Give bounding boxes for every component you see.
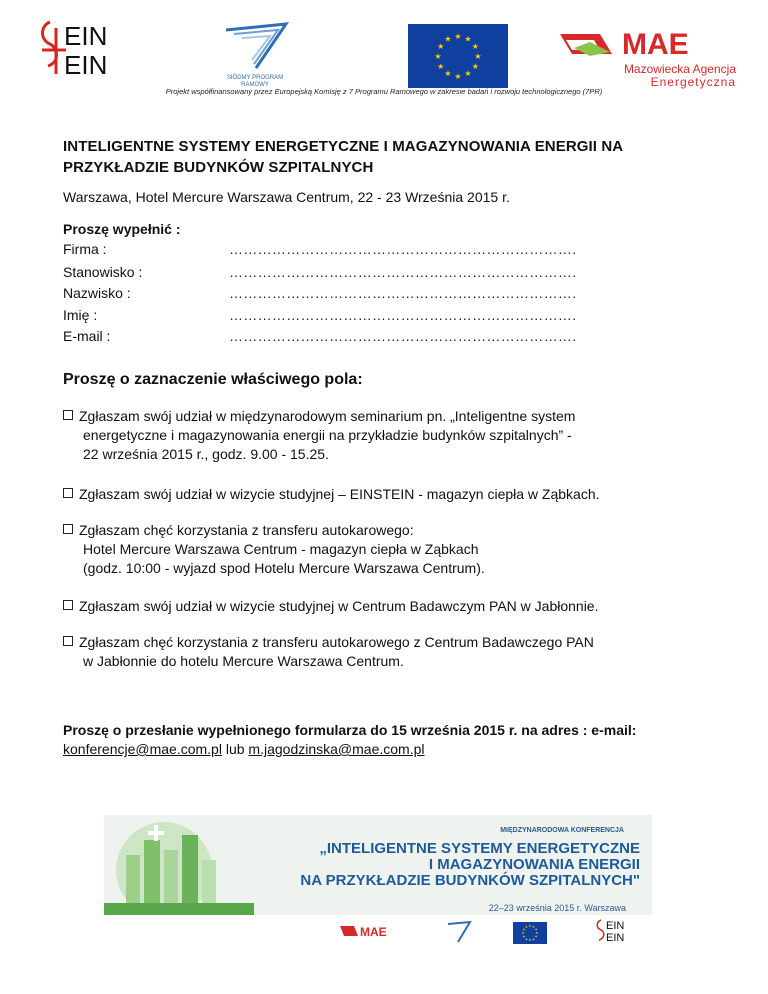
svg-text:EIN: EIN xyxy=(606,920,625,932)
eu-star-icon: ★ xyxy=(471,41,479,51)
eu-star-icon: ★ xyxy=(437,41,445,51)
eu-star-icon: ★ xyxy=(531,925,536,930)
mini-eu-flag xyxy=(513,922,547,944)
banner-kicker: MIĘDZYNARODOWA KONFERENCJA xyxy=(500,827,624,834)
eu-star-icon: ★ xyxy=(535,931,539,936)
email-link-jagodzinska[interactable]: m.jagodzinska@mae.com.pl xyxy=(248,741,425,757)
eu-star-icon: ★ xyxy=(464,69,472,79)
field-input-firma[interactable]: ………………………………………………………………. xyxy=(229,241,577,257)
option-seminar xyxy=(63,407,723,464)
option-text-line: w Jabłonnie do hotelu Mercure Warszawa Centrum. xyxy=(83,653,404,669)
checkbox[interactable] xyxy=(63,636,73,646)
title-line-2: PRZYKŁADZIE BUDYNKÓW SZPITALNYCH xyxy=(63,159,374,176)
svg-text:EIN: EIN xyxy=(606,932,625,944)
eu-star-icon: ★ xyxy=(524,925,529,930)
contact-emails xyxy=(63,741,424,757)
option-text-line: Zgłaszam chęć korzystania z transferu autokarowego: xyxy=(79,522,414,538)
checkbox[interactable] xyxy=(63,488,73,498)
option-text-line: Zgłaszam swój udział w wizycie studyjnej – EINSTEIN - magazyn ciepła w Ząbkach. xyxy=(79,486,600,502)
banner-title-line: „INTELIGENTNE SYSTEMY ENERGETYCZNE xyxy=(319,840,640,857)
mae-logo xyxy=(560,28,736,88)
option-pan-visit xyxy=(63,597,723,616)
option-pan-transfer xyxy=(63,633,723,671)
eu-star-icon: ★ xyxy=(528,924,532,929)
option-text-line: (godz. 10:00 - wyjazd spod Hotelu Mercure Warszawa Centrum). xyxy=(83,560,485,576)
eu-star-icon: ★ xyxy=(521,931,525,936)
option-text-line: Zgłaszam swój udział w międzynarodowym seminarium pn. „Inteligentne system xyxy=(79,408,576,424)
eu-star-icon: ★ xyxy=(534,934,538,939)
eu-star-icon: ★ xyxy=(437,61,445,71)
option-bus-transfer xyxy=(63,521,723,578)
banner-title-line: NA PRZYKŁADZIE BUDYNKÓW SZPITALNYCH" xyxy=(300,872,640,889)
checkbox[interactable] xyxy=(63,410,73,420)
einstein-logo xyxy=(36,18,128,88)
venue-date: Warszawa, Hotel Mercure Warszawa Centrum, 22 - 23 Września 2015 r. xyxy=(63,189,510,205)
banner-title-line: I MAGAZYNOWANIA ENERGII xyxy=(428,856,640,873)
title-line-1: INTELIGENTNE SYSTEMY ENERGETYCZNE I MAGAZYNOWANIA ENERGII NA xyxy=(63,138,624,155)
mae-wordmark: MAE xyxy=(622,28,689,58)
eu-star-icon: ★ xyxy=(464,34,472,44)
eu-star-icon: ★ xyxy=(534,927,538,932)
eu-star-icon: ★ xyxy=(444,34,452,44)
checkbox[interactable] xyxy=(63,524,73,534)
field-label-nazwisko: Nazwisko : xyxy=(63,285,131,301)
field-input-email[interactable]: ………………………………………………………………. xyxy=(229,328,577,344)
eu-star-icon: ★ xyxy=(434,51,442,61)
mini-fp7-logo xyxy=(444,920,474,944)
option-text-line: Zgłaszam chęć korzystania z transferu autokarowego z Centrum Badawczego PAN xyxy=(79,634,594,650)
eu-star-icon: ★ xyxy=(454,71,462,81)
banner-title xyxy=(230,841,640,889)
mini-mae-logo xyxy=(340,922,396,942)
eu-flag xyxy=(408,24,508,88)
fp7-logo xyxy=(216,20,294,90)
field-input-stanowisko[interactable]: ………………………………………………………………. xyxy=(229,264,577,280)
mini-einstein-logo xyxy=(595,918,631,944)
fp7-caption: SIÓDMY PROGRAM RAMOWY xyxy=(226,75,284,88)
option-text-line: Hotel Mercure Warszawa Centrum - magazyn ciepła w Ząbkach xyxy=(83,541,479,557)
checkbox[interactable] xyxy=(63,600,73,610)
submission-instructions: Proszę o przesłanie wypełnionego formularza do 15 września 2015 r. na adres : e-mail: xyxy=(63,722,637,738)
eu-star-icon: ★ xyxy=(528,938,532,943)
banner-date: 22–23 września 2015 r. Warszawa xyxy=(488,903,626,913)
eu-star-icon: ★ xyxy=(522,927,526,932)
eu-star-icon: ★ xyxy=(474,51,482,61)
field-label-email: E-mail : xyxy=(63,328,111,344)
document-title xyxy=(63,136,703,178)
field-label-imie: Imię : xyxy=(63,307,98,323)
eu-star-icon: ★ xyxy=(444,69,452,79)
option-text-line: Zgłaszam swój udział w wizycie studyjnej w Centrum Badawczym PAN w Jabłonnie. xyxy=(79,598,599,614)
eu-star-icon: ★ xyxy=(524,937,529,942)
svg-text:EIN: EIN xyxy=(64,50,108,80)
project-funding-note: Projekt współfinansowany przez Europejską Komisję z 7 Programu Ramowego w zakresie badań i rozwoju technologicznego (7PR) xyxy=(165,87,603,96)
mae-subtitle-1: Mazowiecka Agencja xyxy=(623,62,736,76)
svg-text:EIN: EIN xyxy=(64,21,108,51)
field-label-stanowisko: Stanowisko : xyxy=(63,264,143,280)
eu-star-icon: ★ xyxy=(471,61,479,71)
svg-text:MAE: MAE xyxy=(360,925,387,939)
field-label-firma: Firma : xyxy=(63,241,107,257)
field-input-imie[interactable]: ………………………………………………………………. xyxy=(229,307,577,323)
option-text-line: energetyczne i magazynowania energii na przykładzie budynków szpitalnych” - xyxy=(83,427,572,443)
eu-star-icon: ★ xyxy=(454,31,462,41)
email-link-konferencje[interactable]: konferencje@mae.com.pl xyxy=(63,741,222,757)
form-heading: Proszę wypełnić : xyxy=(63,221,181,237)
eu-star-icon: ★ xyxy=(531,937,536,942)
option-einstein-visit xyxy=(63,485,723,504)
mae-subtitle-2: Energetyczna xyxy=(650,75,736,89)
email-separator: lub xyxy=(221,741,249,757)
conference-banner xyxy=(104,815,652,915)
eu-star-icon: ★ xyxy=(522,934,526,939)
field-input-nazwisko[interactable]: ………………………………………………………………. xyxy=(229,285,577,301)
option-text-line: 22 września 2015 r., godz. 9.00 - 15.25. xyxy=(83,446,329,462)
options-heading: Proszę o zaznaczenie właściwego pola: xyxy=(63,371,363,388)
